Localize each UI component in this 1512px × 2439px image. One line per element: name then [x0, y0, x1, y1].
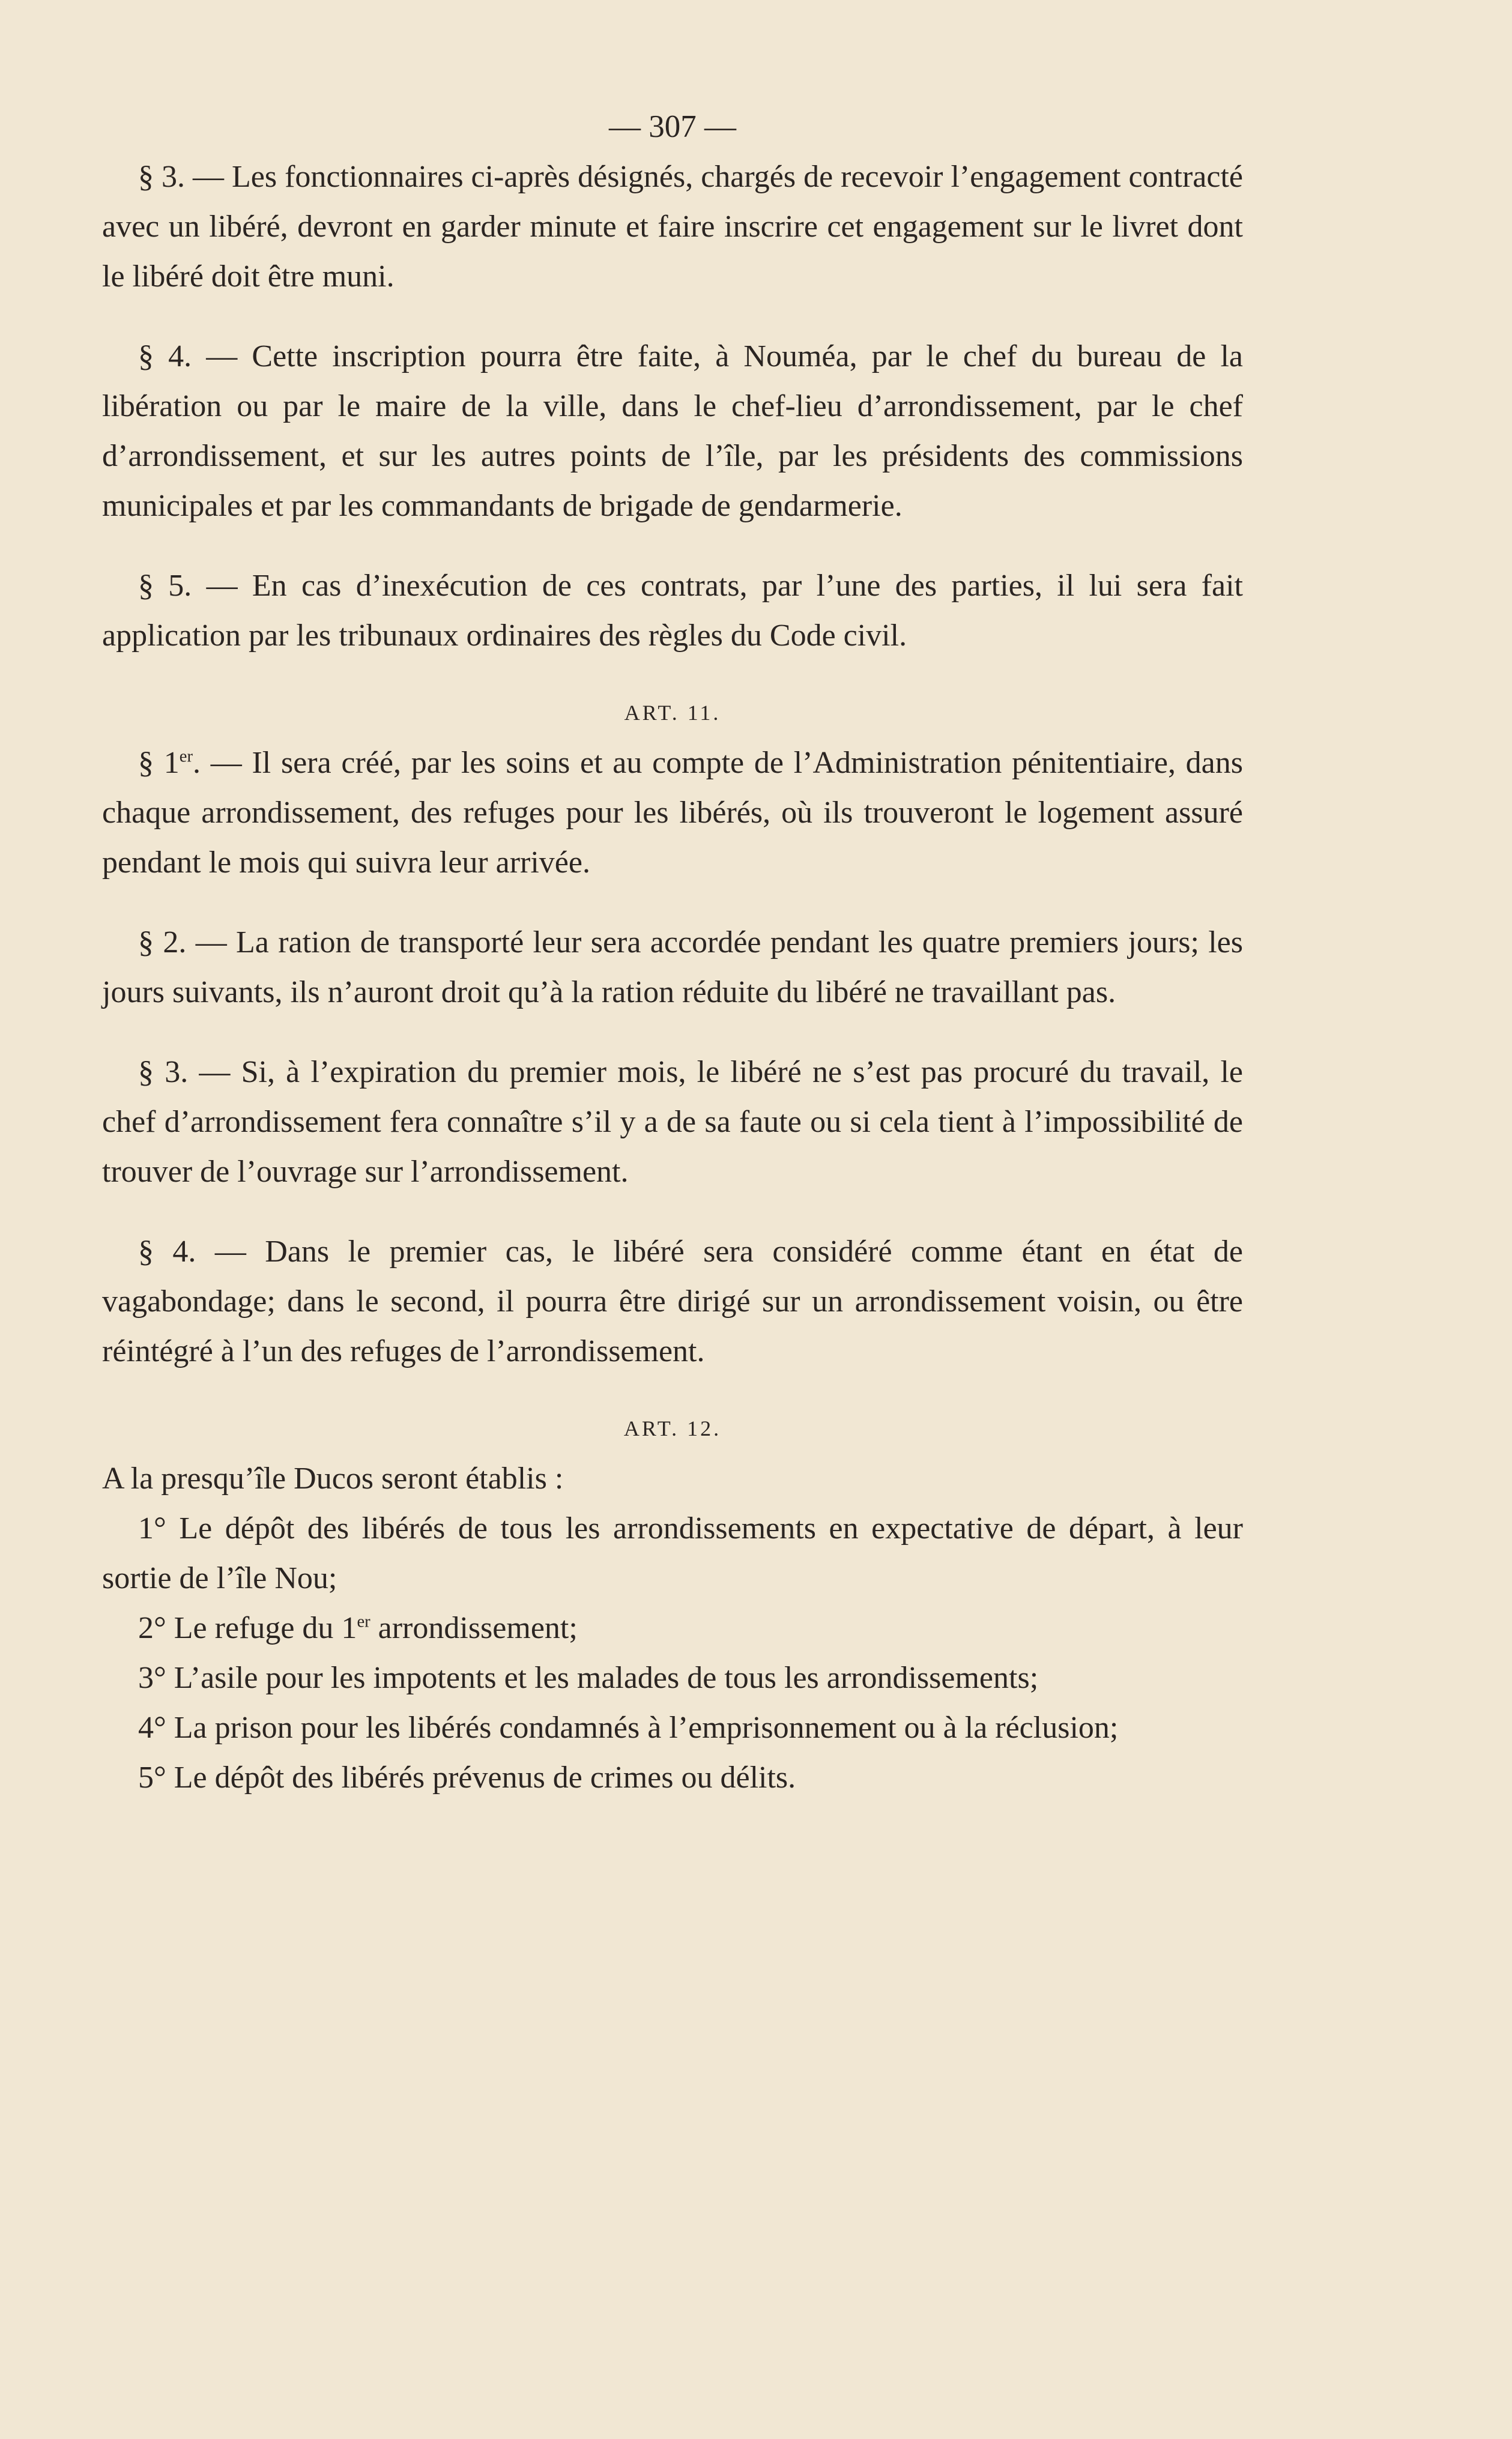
art12-item-2 [102, 1603, 1243, 1653]
art12-item-3: 3° L’asile pour les impotents et les malades de tous les arrondissements; [138, 1661, 1039, 1695]
art11-paragraph-1 [102, 738, 1243, 887]
article-title-11: ART. 11. [624, 701, 721, 725]
article-title-12: ART. 12. [623, 1416, 722, 1440]
paragraph-5: § 5. — En cas d’inexécution de ces contrats, par l’une des parties, il lui sera fait application par les tribunaux ordinaires des règles du Code civil. [102, 569, 1243, 653]
art11-paragraph-4: § 4. — Dans le premier cas, le libéré sera considéré comme étant en état de vagabondage; dans le second, il pourra être dirigé sur un arrondissement voisin, ou être réintégré à l’un des refuges de l’arrondissement. [102, 1235, 1243, 1368]
paragraph-3: § 3. — Les fonctionnaires ci-après désignés, chargés de recevoir l’engagement contracté avec un libéré, devront en garder minute et faire inscrire cet engagement sur le livret dont le libéré doit être muni. [102, 160, 1243, 294]
art12-item2-lead: 2° Le refuge du 1 [138, 1611, 357, 1645]
art11-paragraph-2: § 2. — La ration de transporté leur sera accordée pendant les quatre premiers jours; les jours suivants, ils n’auront droit qu’à la ration réduite du libéré ne travaillant pas. [102, 925, 1243, 1009]
art12-item-5: 5° Le dépôt des libérés prévenus de crimes ou délits. [138, 1760, 796, 1795]
art11-p1-rest: . — Il sera créé, par les soins et au compte de l’Administration pénitentiaire, dans chaque arrondissement, des refuges pour les libérés, où ils trouveront le logement assuré pendant le mois qui suivra leur arrivée. [102, 746, 1244, 880]
art12-intro: A la presqu’île Ducos seront établis : [102, 1461, 564, 1496]
art11-p1-sup: er [179, 747, 193, 766]
art12-item-4: 4° La prison pour les libérés condamnés à l’emprisonnement ou à la réclusion; [138, 1711, 1119, 1745]
art12-item2-rest: arrondissement; [370, 1611, 578, 1645]
art11-paragraph-3: § 3. — Si, à l’expiration du premier mois, le libéré ne s’est pas procuré du travail, le chef d’arrondissement fera connaître s’il y a de sa faute ou si cela tient à l’impossibilité de trouver de l’ouvrage sur l’arrondissement. [102, 1055, 1243, 1189]
paragraph-4: § 4. — Cette inscription pourra être faite, à Nouméa, par le chef du bureau de la libération ou par le maire de la ville, dans le chef-lieu d’arrondissement, par le chef d’arrondissement, et sur les autres points de l’île, par les présidents des commissions municipales et par les commandants de brigade de gendarmerie. [102, 339, 1243, 523]
art11-p1-lead: § 1 [138, 746, 180, 780]
page-text [102, 102, 1243, 1803]
page-number: — 307 — [609, 109, 736, 144]
art12-item2-sup: er [357, 1612, 370, 1631]
art12-item-1: 1° Le dépôt des libérés de tous les arrondissements en expectative de départ, à leur sortie de l’île Nou; [102, 1511, 1243, 1595]
